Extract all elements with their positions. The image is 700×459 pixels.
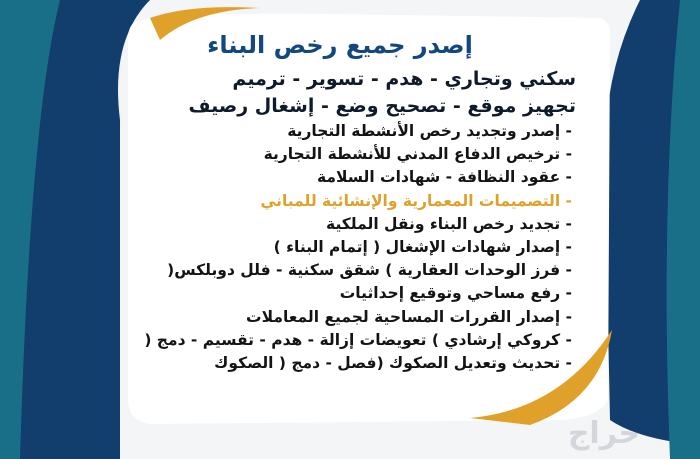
service-item: - تحديث وتعديل الصكوك (فصل - دمج ( الصكوك xyxy=(214,354,572,373)
haraj-watermark: حراج xyxy=(567,416,640,451)
service-item: - تجديد رخص البناء ونقل الملكية xyxy=(326,214,572,233)
service-item: - إصدار شهادات الإشغال ( إتمام البناء ) xyxy=(273,238,572,257)
service-item: - كروكي إرشادي ) تعويضات إزالة - هدم - تقسيم - دمج ( xyxy=(144,330,572,349)
service-item: - فرز الوحدات العقارية ) شقق سكنية - فلل دوبلكس( xyxy=(167,261,572,280)
service-item: - إصدر وتجديد رخص الأنشطة التجارية xyxy=(287,122,572,140)
subtitle-line-2: تجهيز موقع - تصحيح وضع - إشغال رصيف xyxy=(188,95,576,117)
page-title: إصدر جميع رخص البناء xyxy=(207,31,473,59)
service-item: - عقود النظافة - شهادات السلامة xyxy=(316,168,572,187)
subtitle-line-1: سكني وتجاري - هدم - تسوير - ترميم xyxy=(232,68,576,90)
service-item: - رفع مساحي وتوقيع إحداثيات xyxy=(339,284,572,303)
service-item: - ترخيص الدفاع المدني للأنشطة التجارية xyxy=(263,145,572,164)
service-item-highlighted: - التصميمات المعمارية والإنشائية للمباني xyxy=(260,191,572,210)
service-item: - إصدار القررات المساحية لجميع المعاملات xyxy=(246,307,572,326)
services-content xyxy=(140,28,580,375)
